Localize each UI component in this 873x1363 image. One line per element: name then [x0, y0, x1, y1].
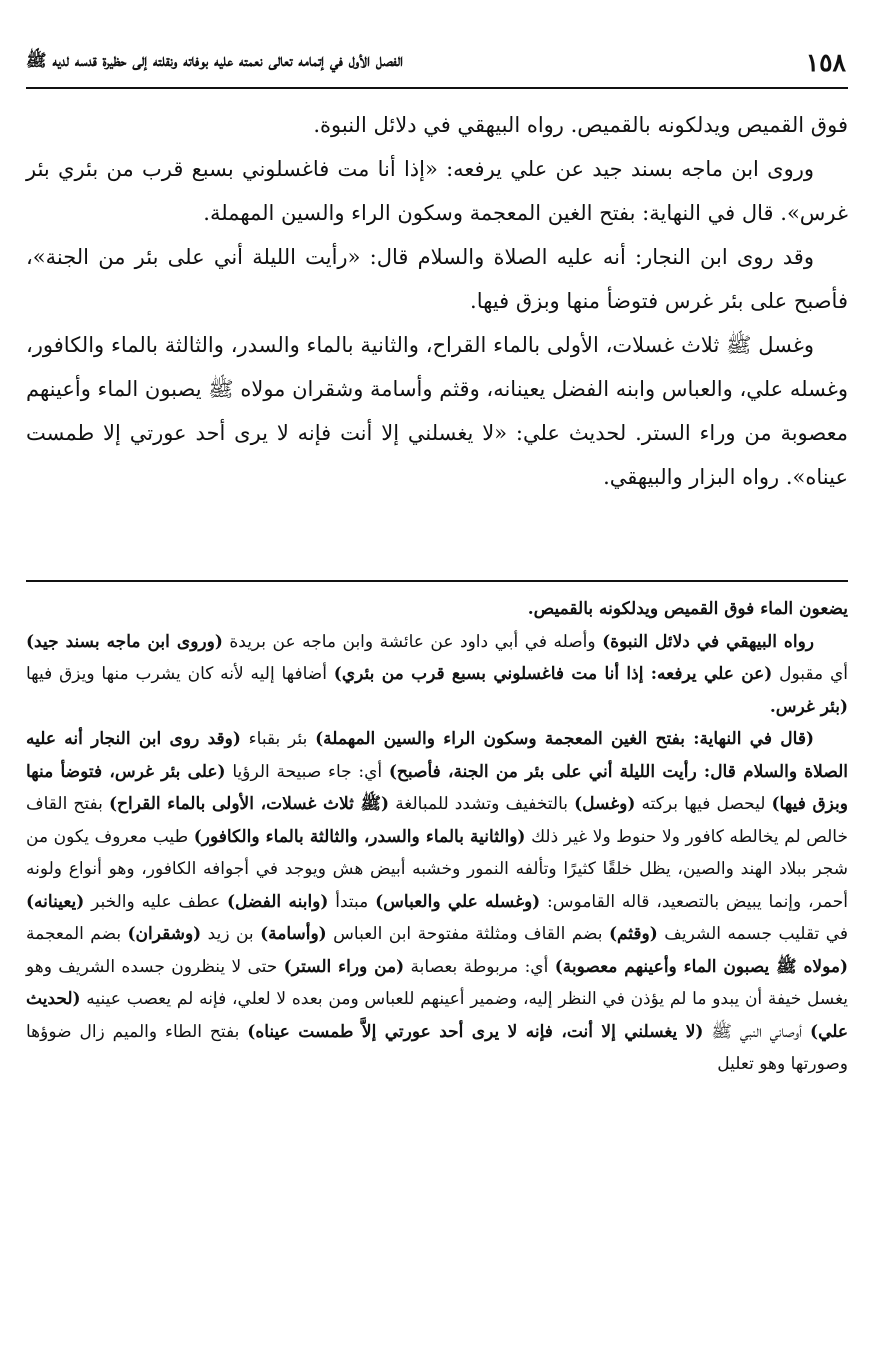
main-paragraph: وغسل ﷺ ثلاث غسلات، الأولى بالماء القراح، والثانية بالماء والسدر، والثالثة بالماء والكافور، وغسله علي، والعباس وابنه الفضل يعينانه، وقثم وأسامة وشقران مولاه ﷺ يصبون الماء وأعينهم معصوبة من وراء الستر. لحديث علي: «لا يغسلني إلا أنت فإنه لا يرى أحد عورتي إلا طمست عيناه». رواه البزار والبيهقي.: [26, 333, 848, 489]
quoted-text: (بئر غرس.: [769, 696, 848, 717]
commentary-note: بضم القاف ومثلثة مفتوحة ابن العباس: [326, 924, 609, 944]
commentary-note: حتى لا ينظرون جسده الشريف وهو يغسل خيفة أن يبدو ما لم يؤذن في النظر إليه، وضمير أعينهم للعباس ومن بعده لا لعلي، فإنه لم يعصب عينيه: [26, 956, 848, 1009]
quoted-text: (وأسامة): [260, 924, 327, 944]
quoted-text: (من وراء الستر): [283, 956, 405, 977]
quoted-text: (وقد روى ابن النجار أنه عليه الصلاة والسلام قال: رأيت الليلة أني على بئر من الجنة، فأصبح): [26, 729, 848, 782]
commentary-note: بضم المعجمة: [26, 924, 128, 944]
quoted-text: (قال في النهاية: بفتح الغين المعجمة وسكون الراء والسين المهملة): [315, 729, 814, 749]
commentary-note: طيب معروف يكون من شجر ببلاد الهند والصين، يظل خلقًا كثيرًا وتألفه النمور وخشبه أبيض هش ويوجد في أجوافه الكافور، وهو أنواع ولونه أحمر، وإنما يبيض بالتصعيد، قاله القاموس:: [26, 826, 848, 912]
commentary-note: أي مقبول: [772, 664, 848, 684]
main-paragraph: وقد روى ابن النجار: أنه عليه الصلاة والسلام قال: «رأيت الليلة أني على بئر من الجنة»، فأصبح على بئر غرس فتوضأ منها وبزق فيها.: [26, 245, 848, 313]
main-paragraph: وروى ابن ماجه بسند جيد عن علي يرفعه: «إذا أنا مت فاغسلوني بسبع قرب من بئري بئر غرس». قال في النهاية: بفتح الغين المعجمة وسكون الراء والسين المهملة.: [26, 157, 848, 225]
main-paragraph: فوق القميص ويدلكونه بالقميص. رواه البيهقي في دلائل النبوة.: [313, 113, 848, 137]
quoted-text: رواه البيهقي في دلائل النبوة): [602, 631, 814, 652]
footnote-separator: [26, 580, 848, 582]
quoted-text: (وابنه الفضل): [226, 891, 329, 912]
commentary-note: أضافها إليه لأنه كان يشرب منها ويزق فيها: [26, 664, 334, 684]
commentary-note: عطف عليه والخبر: [84, 891, 227, 912]
commentary-paragraph: [26, 626, 848, 724]
quoted-text: (عن علي يرفعه: إذا أنا مت فاغسلوني بسبع قرب من بئري): [333, 664, 773, 684]
commentary-note: أوصاني النبي ﷺ: [703, 1021, 811, 1042]
commentary-note: أي: جاء صبيحة الرؤيا: [225, 761, 389, 782]
commentary-note: بفتح الطاء والميم زال ضوؤها وصورتها وهو تعليل: [26, 1021, 848, 1074]
commentary-note: وأصله في أبي داود عن عائشة وابن ماجه عن بريدة: [222, 631, 603, 652]
commentary-paragraph: [26, 723, 848, 1081]
commentary-note: بفتح القاف خالص لم يخالطه كافور ولا حنوط ولا غير ذلك: [26, 794, 848, 847]
commentary-note: مبتدأ: [328, 891, 376, 912]
quoted-text: (ﷺ ثلاث غسلات، الأولى بالماء القراح): [109, 794, 390, 814]
quoted-text: (وغسل): [574, 794, 636, 814]
commentary-note: أي: مربوطة بعصابة: [404, 956, 555, 977]
page-number: ١٥٨: [805, 47, 846, 77]
running-title: الفصل الأول في إتمامه تعالى نعمته عليه بوفاته ونقلته إلى حظيرة قدسه لديه ﷺ: [26, 50, 403, 71]
page-header: [26, 40, 846, 84]
main-text: [26, 103, 848, 499]
quoted-text: (على بئر غرس، فتوضأ منها وبزق فيها): [26, 761, 848, 814]
quoted-text: (وغسله علي والعباس): [375, 891, 541, 912]
commentary-note: بالتخفيف وتشدد للمبالغة: [389, 794, 575, 814]
commentary-text: [26, 593, 848, 1081]
commentary-note: ليحصل فيها بركته: [635, 794, 772, 814]
commentary-note: بن زيد: [201, 924, 261, 944]
commentary-paragraph: يضعون الماء فوق القميص ويدلكونه بالقميص.: [527, 599, 848, 619]
quoted-text: (مولاه ﷺ يصبون الماء وأعينهم معصوبة): [554, 956, 849, 977]
quoted-text: (وشقران): [127, 924, 202, 944]
quoted-text: (لا يغسلني إلا أنت، فإنه لا يرى أحد عورتي إلاَّ طمست عيناه): [247, 1021, 704, 1042]
quoted-text: (وقثم): [608, 924, 658, 944]
quoted-text: (وروى ابن ماجه بسند جيد): [26, 631, 223, 652]
header-rule: [26, 87, 848, 89]
commentary-note: في تقليب جسمه الشريف: [657, 924, 848, 944]
quoted-text: (يعينانه): [26, 891, 85, 912]
commentary-note: بئر بقباء: [240, 729, 316, 749]
quoted-text: (والثانية بالماء والسدر، والثالثة بالماء والكافور): [193, 826, 526, 847]
quoted-text: (لحديث علي): [26, 989, 849, 1042]
